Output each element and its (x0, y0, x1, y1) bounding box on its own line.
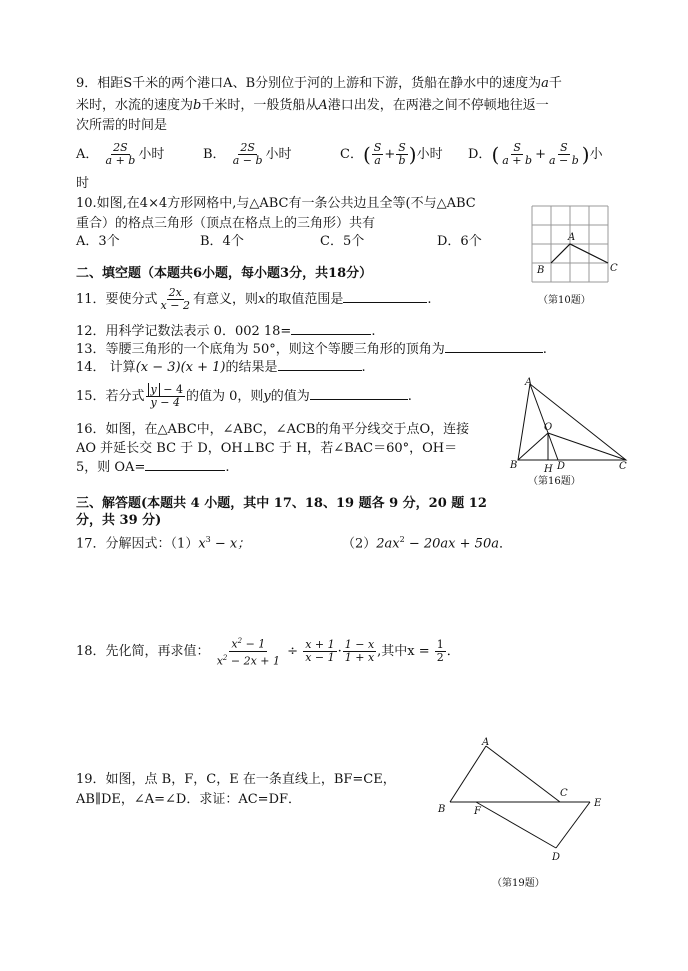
q16-label-o: O (544, 422, 553, 433)
q12: 12．用科学记数法表示 0．002 18= . (76, 324, 376, 339)
q19-line-ba (450, 746, 486, 802)
q18: 18．先化简，再求值： $\frac{x^2 - 1}{x^2 - 2x + 1}$ ÷ $\frac{x + 1}{x - 1}$ · $\frac{1 - x}{1 + x}$ ,其中x = $\frac{1}{2}$ ． (76, 637, 460, 668)
q19-label-d: D (552, 852, 561, 863)
q19-caption: （第19题） (492, 878, 545, 889)
q9-line3: 次所需的时间是 (76, 118, 168, 133)
q10-option-c: C．5个 (320, 234, 365, 249)
q16-line-co (548, 433, 626, 460)
q16-answer-blank (145, 460, 225, 471)
q16-line1: 16．如图，在△ABC中，∠ABC，∠ACB的角平分线交于点O，连接 (76, 422, 470, 437)
section-3-title-line2: 分，共 39 分) (76, 513, 162, 528)
q19-figure (432, 736, 612, 896)
q11-answer-blank (343, 292, 427, 303)
q10-option-a: A．3个 (76, 234, 120, 249)
q19-label-e: E (594, 798, 602, 809)
q19-label-a: A (482, 737, 490, 748)
q10-caption: （第10题） (538, 295, 591, 306)
q16-caption: （第16题） (528, 476, 581, 487)
q10-label-c: C (610, 263, 618, 274)
q19-line-de (556, 802, 590, 848)
q10-triangle-abc (551, 244, 608, 263)
q16-label-d: D (557, 461, 566, 472)
section-3-title-line1: 三、解答题(本题共 4 小题，其中 17、18、19 题各 9 分，20 题 12 (76, 496, 487, 511)
q9-option-b: B． $\frac{2S}{a - b}$ 小时 (203, 141, 292, 167)
section-2-title: 二、填空题（本题共6小题，每小题3分，共18分） (76, 266, 373, 281)
q9-line2: 米时，水流的速度为b千米时，一般货船从A港口出发，在两港之间不停顿地往返一 (76, 98, 549, 113)
q17: 17．分解因式：$(1)x^3 - x$； (76, 535, 251, 552)
q9-line1: 9．相距S千米的两个港口A、B分别位于河的上游和下游，货船在静水中的速度为a千 (76, 76, 562, 91)
q16-label-a: A (525, 377, 533, 388)
q13: 13．等腰三角形的一个底角为 50°，则这个等腰三角形的顶角为 . (76, 342, 547, 357)
q10-label-b: B (537, 265, 545, 276)
q9-option-d: D．( $\frac{S}{a + b}$ + $\frac{S}{a - b}$ )小 (468, 141, 603, 167)
q16-label-b: B (510, 460, 518, 471)
q15: 15．若分式 $\frac{y - 4}{y - 4}$ 的值为 0，则y的值为 . (76, 383, 412, 409)
q17-part2: $(2)2ax^2 - 20ax + 50a$． (342, 535, 512, 552)
q10-option-b: B．4个 (200, 234, 244, 249)
q14: 14． 计算(x − 3)(x + 1)的结果是 . (76, 360, 366, 375)
q10-label-a: A (568, 232, 576, 243)
q19-line-ac (486, 746, 560, 802)
q19-label-f: F (474, 806, 481, 817)
q15-answer-blank (310, 389, 408, 400)
q10-option-d: D．6个 (437, 234, 482, 249)
q16-triangle-figure (508, 376, 632, 490)
q12-answer-blank (291, 324, 371, 335)
q14-answer-blank (278, 360, 362, 371)
q10-line2: 重合）的格点三角形（顶点在格点上的三角形）共有 (76, 216, 376, 231)
q19-label-c: C (560, 788, 568, 799)
q10-line1: 10.如图,在4×4方形网格中,与△ABC有一条公共边且全等(不与△ABC (76, 196, 476, 211)
q19-line2: AB∥DE，∠A=∠D．求证：AC=DF． (76, 792, 302, 807)
q16-line3: 5，则 OA= . (76, 460, 230, 475)
q11: 11．要使分式 $\frac{2x}{x - 2}$ 有意义，则x的取值范围是 . (76, 286, 432, 312)
q9-option-c: C．( $\frac{S}{a}$ + $\frac{S}{b}$ )小时 (340, 141, 443, 167)
q9-option-a: A． $\frac{2S}{a + b}$ 小时 (76, 141, 165, 167)
q16-line2: AO 并延长交 BC 于 D，OH⊥BC 于 H，若∠BAC＝60°，OH＝ (76, 441, 458, 456)
q19-line-fd (476, 802, 556, 848)
q10-grid-figure (522, 198, 622, 310)
q16-line-bo (518, 433, 548, 460)
q16-label-c: C (619, 461, 627, 472)
q16-label-h: H (544, 464, 553, 475)
q19-label-b: B (438, 804, 446, 815)
q19-line1: 19．如图，点 B，F，C，E 在一条直线上，BF=CE， (76, 772, 396, 787)
q9-wrap: 时 (76, 176, 90, 191)
q13-answer-blank (445, 342, 543, 353)
